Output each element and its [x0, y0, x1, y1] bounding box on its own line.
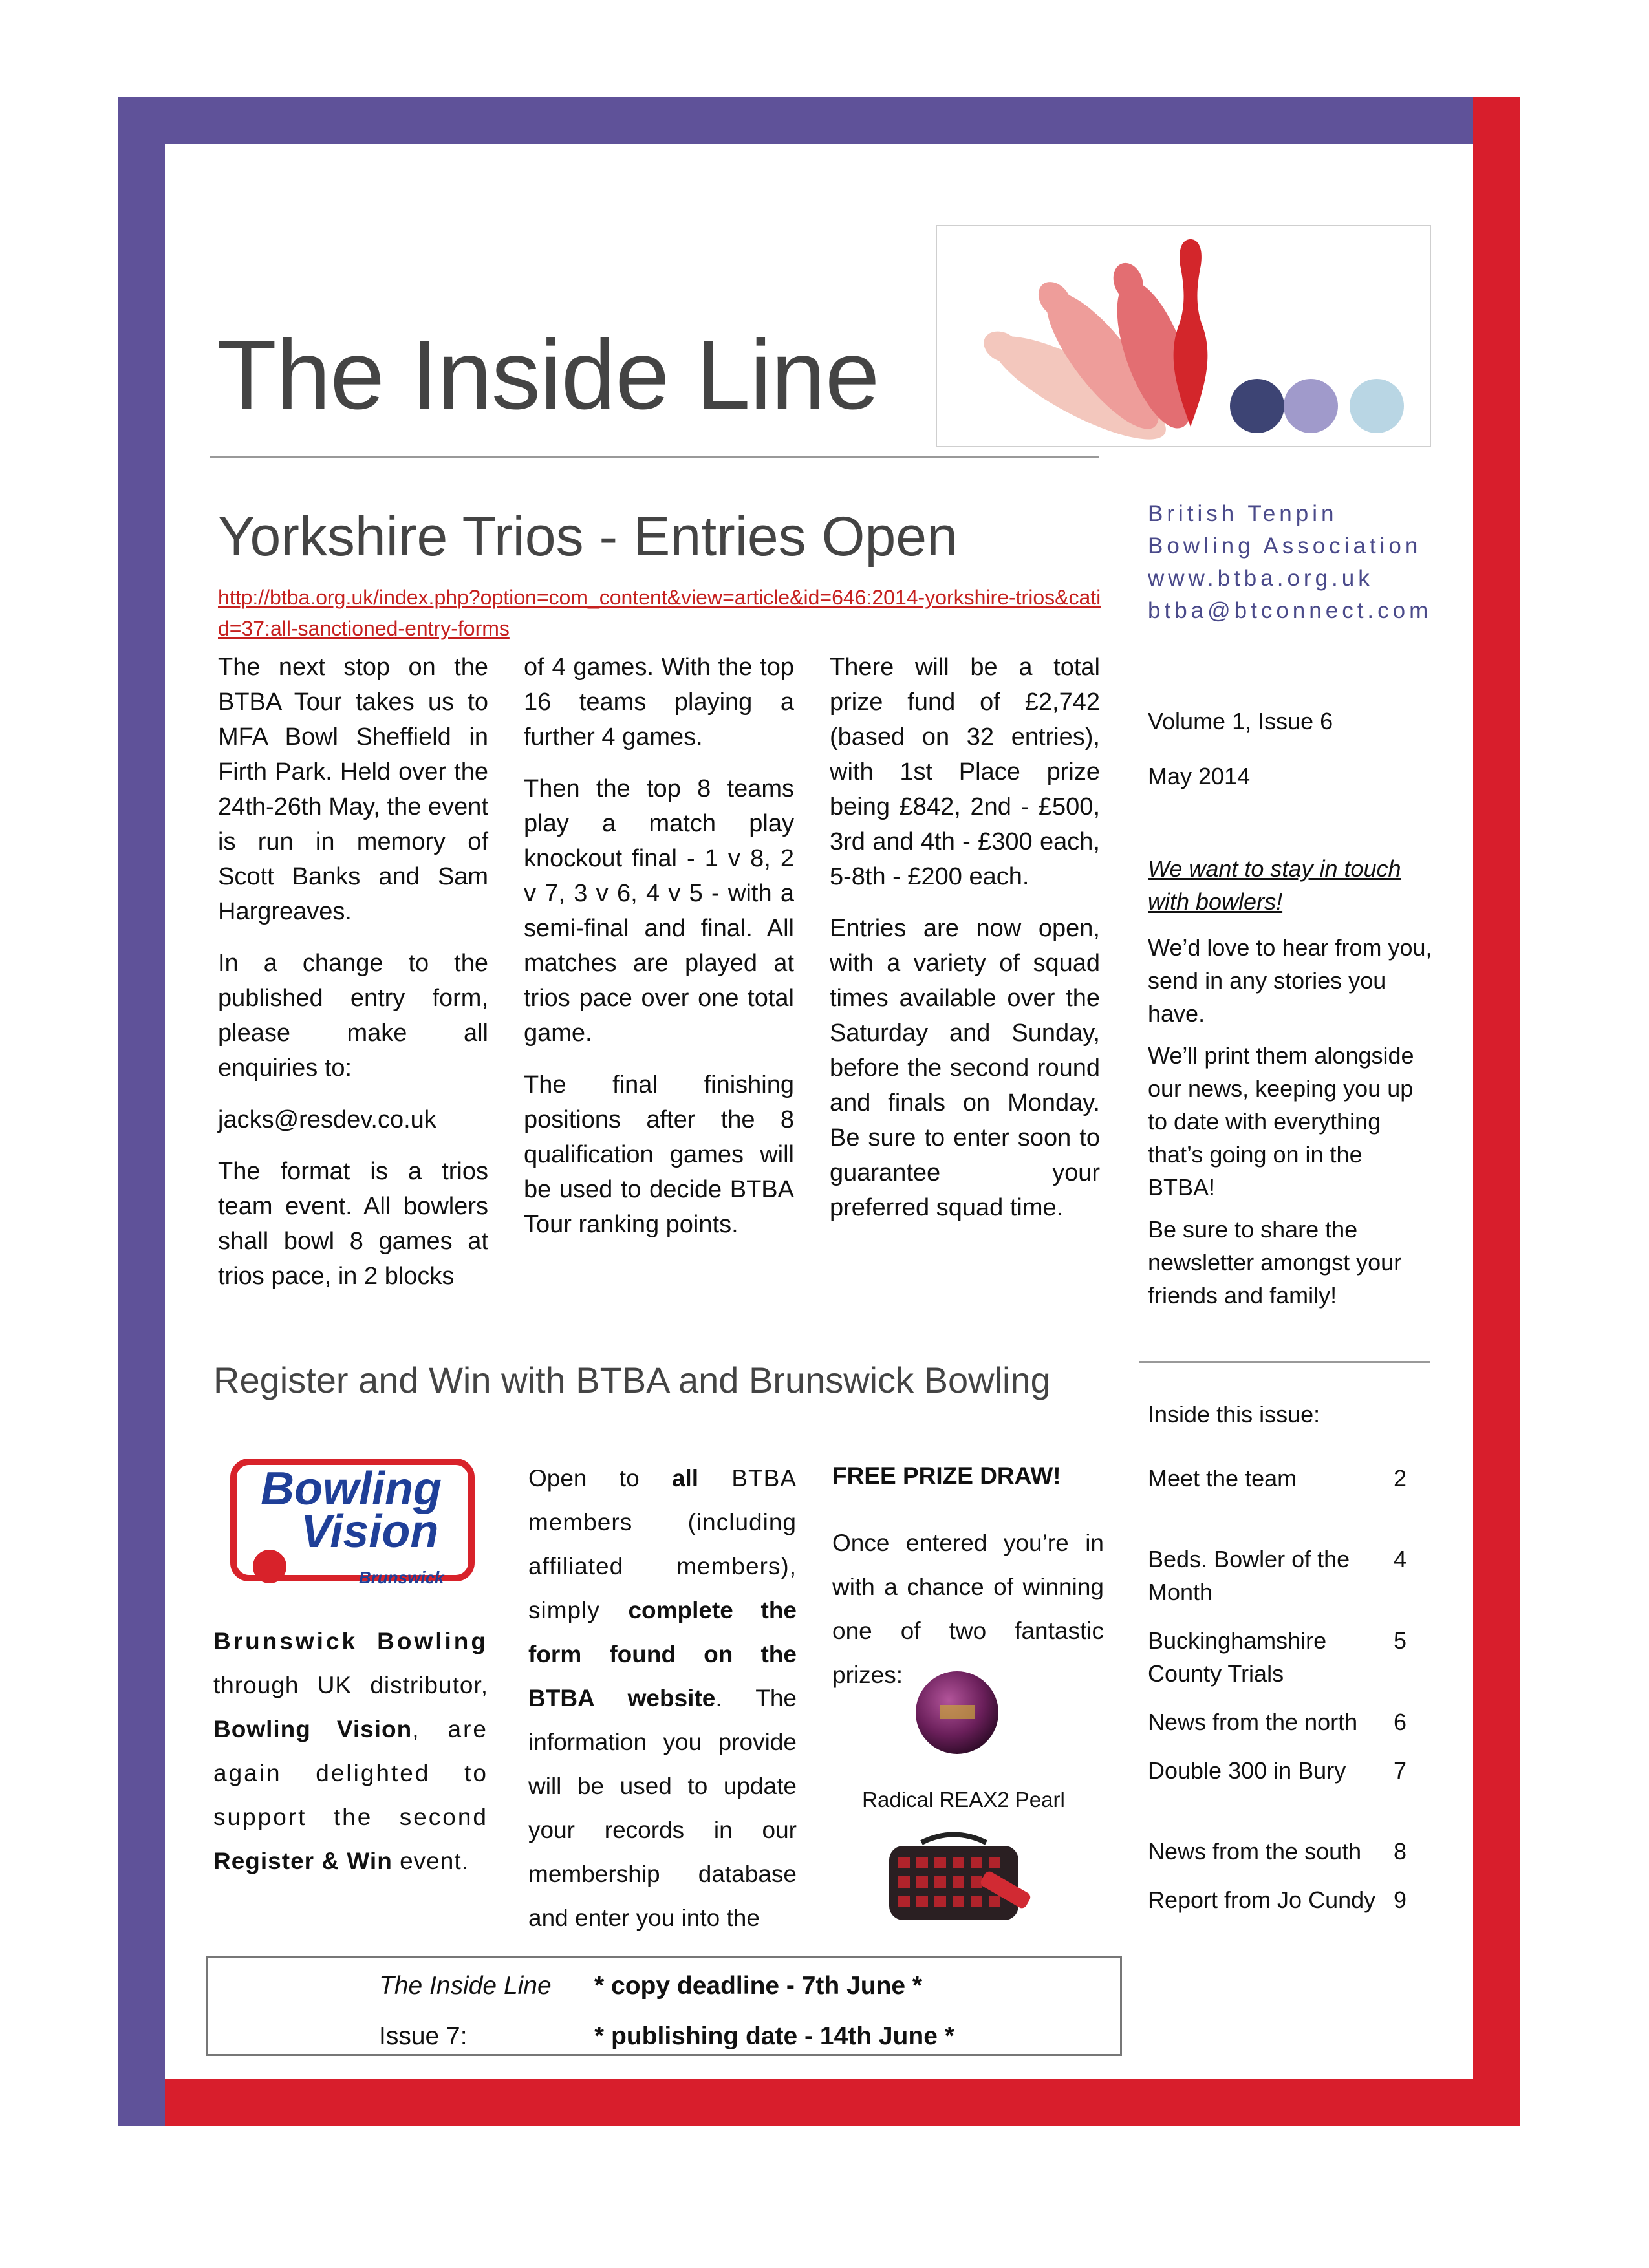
article2-col2-p: [528, 1457, 797, 1940]
frame-bottom-bar: [165, 2079, 1520, 2126]
article2-col1-t2: , are again delighted to support the second: [213, 1716, 488, 1830]
toc-row[interactable]: [1148, 1624, 1419, 1690]
toc-title: News from the south: [1148, 1838, 1362, 1865]
toc-title: Buckinghamshire County Trials: [1148, 1627, 1327, 1687]
volume-issue: Volume 1, Issue 6: [1148, 708, 1333, 734]
bowling-vision-logo: [230, 1458, 475, 1594]
toc-page: 4: [1394, 1546, 1407, 1572]
toc-page: 8: [1394, 1838, 1407, 1865]
deadline-row2-right: * publishing date - 14th June *: [594, 2022, 954, 2050]
masthead-rule: [210, 456, 1099, 458]
prize1-label: Radical REAX2 Pearl: [862, 1788, 1065, 1812]
article2-col2-t2: BTBA members (including affiliated members), simply: [528, 1465, 797, 1623]
toc-title: Report from Jo Cundy: [1148, 1887, 1376, 1913]
article2-col2-b1: all: [671, 1465, 699, 1492]
article1-link[interactable]: http://btba.org.uk/index.php?option=com_content&view=article&id=646:2014-yorkshire-trios&catid=37:all-sanctioned-entry-forms: [218, 586, 1101, 640]
article1-col1-p2: In a change to the published entry form, please make all enquiries to:: [218, 950, 488, 1082]
sidebar-rule: [1139, 1361, 1430, 1363]
toc-heading: Inside this issue:: [1148, 1401, 1320, 1428]
article1-col3-p1: There will be a total prize fund of £2,742 (based on 32 entries), with 1st Place prize being £842, 2nd - £500, 3rd and 4th - £300 each, 5-8th - £200 each.: [830, 654, 1100, 890]
frame-right-bar: [1473, 97, 1520, 2126]
bowling-ball-icon: [914, 1669, 1000, 1756]
prize-draw-heading: FREE PRIZE DRAW!: [832, 1462, 1061, 1489]
article2-col2-b2[interactable]: complete the form found on the BTBA website: [528, 1597, 797, 1711]
article1-col1-p3: The format is a trios team event. All bowlers shall bowl 8 games at trios pace, in 2 blocks: [218, 1158, 488, 1290]
masthead-title: The Inside Line: [217, 320, 879, 430]
stay-in-touch-heading: We want to stay in touch with bowlers!: [1148, 855, 1401, 915]
frame-left-bar: [118, 97, 165, 2126]
org-website-link[interactable]: www.btba.org.uk: [1148, 566, 1374, 591]
org-name-line1: British Tenpin: [1148, 501, 1338, 526]
toc-title: News from the north: [1148, 1709, 1358, 1735]
article1-col2-p1: of 4 games. With the top 16 teams playing a further 4 games.: [524, 654, 794, 751]
article1-col1-email[interactable]: jacks@resdev.co.uk: [218, 1106, 436, 1133]
toc-page: 7: [1394, 1757, 1407, 1784]
org-name-line2: Bowling Association: [1148, 533, 1422, 559]
article1-col3: [830, 650, 1100, 1242]
toc-page: 9: [1394, 1887, 1407, 1913]
stay-in-touch: [1148, 852, 1432, 1321]
toc-page: 2: [1394, 1465, 1407, 1492]
logo-brand: Brunswick: [359, 1568, 444, 1587]
issue-info: [1148, 705, 1333, 793]
article2-col1-p: [213, 1620, 488, 1883]
prize-draw-text: Once entered you’re in with a chance of winning one of two fantastic prizes:: [832, 1530, 1104, 1688]
deadline-row1-right: * copy deadline - 7th June *: [594, 1972, 923, 2000]
article1-col2: [524, 650, 794, 1259]
toc-page: 6: [1394, 1709, 1407, 1735]
org-info: [1148, 498, 1432, 627]
deadline-box: [206, 1956, 1122, 2056]
article2-col2-t1: Open to: [528, 1465, 672, 1492]
logo-text-line1: Bowling: [261, 1463, 442, 1515]
toc-title: Meet the team: [1148, 1465, 1297, 1492]
toc-row[interactable]: [1148, 1883, 1419, 1916]
issue-date: May 2014: [1148, 763, 1251, 789]
stay-in-touch-p3: Be sure to share the newsletter amongst your friends and family!: [1148, 1216, 1402, 1309]
article2-col2-t3: . The information you provide will be used to update your records in our membership database and enter you into the: [528, 1685, 797, 1931]
deadline-row2-left: Issue 7:: [379, 2022, 468, 2050]
article2-col1-b2: Bowling Vision: [213, 1716, 413, 1742]
article2-col2: [528, 1457, 797, 1940]
article1-headline: Yorkshire Trios - Entries Open: [218, 506, 958, 568]
article2-col3: [832, 1457, 1104, 1697]
toc-row[interactable]: [1148, 1706, 1419, 1738]
article2-col1: [213, 1620, 488, 1883]
stay-in-touch-p2: We’ll print them alongside our news, keeping you up to date with everything that’s going on in the BTBA!: [1148, 1042, 1414, 1201]
toc-page: 5: [1394, 1627, 1407, 1654]
article2-col1-t1: through UK distributor,: [213, 1672, 488, 1698]
toc-row[interactable]: [1148, 1754, 1419, 1787]
toc-row[interactable]: [1148, 1835, 1419, 1868]
stay-in-touch-p1: We’d love to hear from you, send in any stories you have.: [1148, 934, 1432, 1027]
toc-title: Beds. Bowler of the Month: [1148, 1546, 1350, 1605]
article1-col1: [218, 650, 488, 1311]
article2-col1-b3: Register & Win: [213, 1848, 393, 1874]
frame-top-bar: [118, 97, 1476, 144]
toc-row[interactable]: [1148, 1543, 1419, 1609]
toc-title: Double 300 in Bury: [1148, 1757, 1346, 1784]
bowling-pins-logo-icon: [936, 225, 1431, 447]
table-of-contents: [1148, 1398, 1419, 1916]
org-email-link[interactable]: btba@btconnect.com: [1148, 598, 1432, 623]
article2-col1-t3: event.: [392, 1848, 469, 1874]
article2-headline: Register and Win with BTBA and Brunswick Bowling: [213, 1360, 1051, 1400]
deadline-row1-left: The Inside Line: [379, 1972, 552, 2000]
article1-col2-p2: Then the top 8 teams play a match play knockout final - 1 v 8, 2 v 7, 3 v 6, 4 v 5 - with a semi-final and final. All matches are played at trios pace over one total game.: [524, 775, 794, 1047]
article1-col1-p1: The next stop on the BTBA Tour takes us to MFA Bowl Sheffield in Firth Park. Held over the 24th-26th May, the event is run in memory of Scott Banks and Sam Hargreaves.: [218, 654, 488, 925]
article1-col3-p2: Entries are now open, with a variety of squad times available over the Saturday and Sunday, before the second round and finals on Monday. Be sure to enter soon to guarantee your preferred squad time.: [830, 915, 1100, 1221]
logo-text-line2: Vision: [301, 1506, 439, 1557]
bowling-bag-icon: [883, 1830, 1038, 1927]
article1-col2-p3: The final finishing positions after the 8 qualification games will be used to decide BTBA Tour ranking points.: [524, 1071, 794, 1238]
toc-row[interactable]: [1148, 1462, 1419, 1495]
article1-link-wrap: [218, 582, 1110, 644]
article2-col1-b1: Brunswick Bowling: [213, 1628, 488, 1654]
